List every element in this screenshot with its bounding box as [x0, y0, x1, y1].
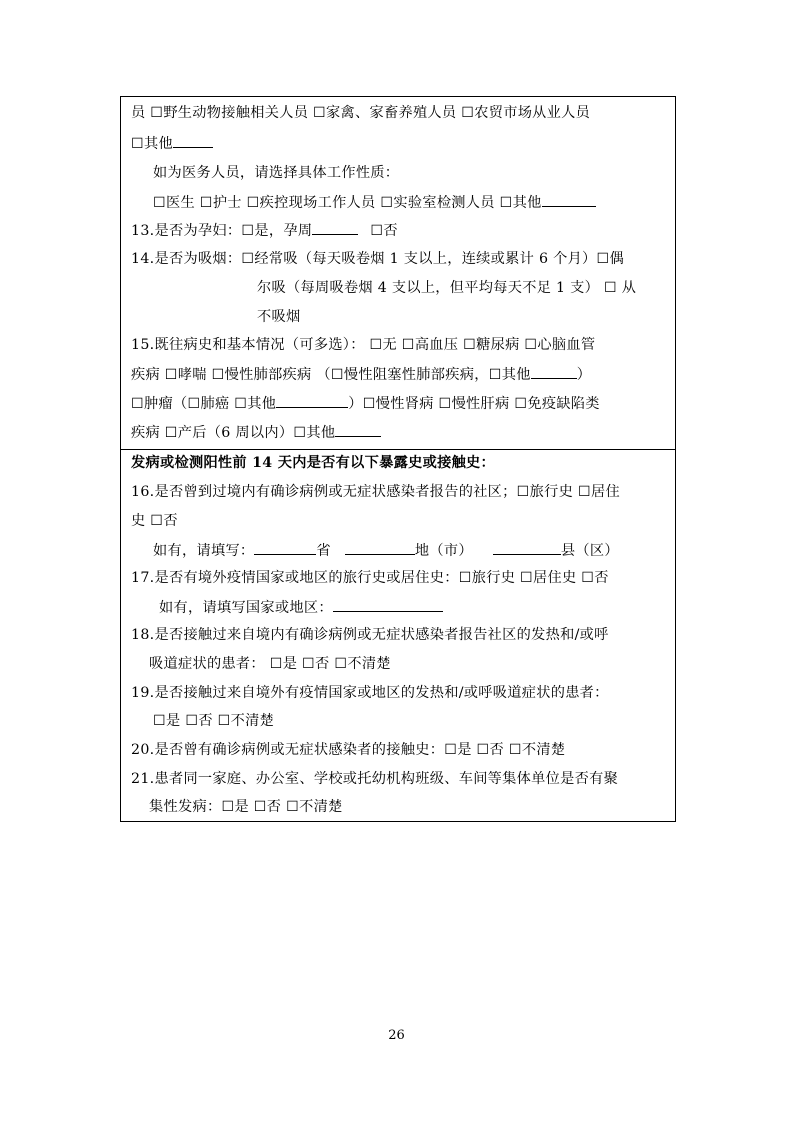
- q16-line2: 史 ☐否: [131, 513, 178, 529]
- q15-lung-other-blank[interactable]: [531, 364, 577, 379]
- q13-line: [131, 220, 398, 241]
- q15-line3-rest: ）☐慢性肾病 ☐慢性肝病 ☐免疫缺陷类: [348, 396, 600, 412]
- medical-options-line: [153, 192, 596, 213]
- page-number: 26: [388, 1028, 405, 1043]
- q14-line2: 尔吸（每周吸卷烟 4 支以上，但平均每天不足 1 支） ☐ 从: [257, 280, 637, 296]
- medical-prompt: 如为医务人员，请选择具体工作性质：: [153, 165, 400, 181]
- q15-line1: 15.既往病史和基本情况（可多选）： ☐无 ☐高血压 ☐糖尿病 ☐心脑血管: [131, 337, 596, 353]
- q19-line2: ☐是 ☐否 ☐不清楚: [153, 713, 275, 729]
- q16-line1: 16.是否曾到过境内有确诊病例或无症状感染者报告的社区；☐旅行史 ☐居住: [131, 484, 620, 500]
- q18-line2: 吸道症状的患者： ☐是 ☐否 ☐不清楚: [149, 656, 391, 672]
- q15-line2-close: ）: [576, 367, 592, 383]
- q17-country-blank[interactable]: [333, 597, 443, 612]
- q13-no-option: ☐否: [370, 223, 398, 239]
- q12-occupation-line: 员 ☐野生动物接触相关人员 ☐家禽、家畜养殖人员 ☐农贸市场从业人员: [131, 105, 591, 121]
- q12-other-line: [131, 133, 213, 154]
- q19-line1: 19.是否接触过来自境外有疫情国家或地区的发热和/或呼吸道症状的患者：: [131, 685, 609, 701]
- section-title: [131, 453, 495, 473]
- q16-fill-prompt: 如有，请填写：: [153, 543, 255, 559]
- q14-line1: 14.是否为吸烟：☐经常吸（每天吸卷烟 1 支以上，连续或累计 6 个月）☐偶: [131, 251, 625, 267]
- q16-county-blank[interactable]: [493, 540, 561, 555]
- q21-line1: 21.患者同一家庭、办公室、学校或托幼机构班级、车间等集体单位是否有聚: [131, 771, 619, 787]
- q16-province-blank[interactable]: [254, 540, 316, 555]
- medical-options: ☐医生 ☐护士 ☐疾控现场工作人员 ☐实验室检测人员 ☐其他: [153, 195, 542, 211]
- q18-line1: 18.是否接触过来自境内有确诊病例或无症状感染者报告社区的发热和/或呼: [131, 627, 609, 643]
- q15-tumor-other-blank[interactable]: [276, 393, 348, 408]
- q17-line1: 17.是否有境外疫情国家或地区的旅行史或居住史：☐旅行史 ☐居住史 ☐否: [131, 570, 609, 586]
- q16-fill-line: [153, 540, 619, 561]
- q16-city-blank[interactable]: [345, 540, 415, 555]
- q15-line3: [131, 393, 600, 414]
- q15-other-blank[interactable]: [335, 422, 381, 437]
- q16-province-label: 省: [316, 543, 331, 559]
- q17-fill-line: [159, 597, 443, 618]
- q16-city-label: 地（市）: [414, 543, 473, 559]
- q12-other-blank[interactable]: [173, 133, 213, 148]
- q13-weeks-blank[interactable]: [312, 220, 358, 235]
- q12-other-label: ☐其他: [131, 136, 173, 152]
- q17-fill-prompt: 如有，请填写国家或地区：: [159, 600, 333, 616]
- q20-line1: 20.是否曾有确诊病例或无症状感染者的接触史：☐是 ☐否 ☐不清楚: [131, 742, 566, 758]
- section-divider: [121, 449, 675, 450]
- q15-line2-text: 疾病 ☐哮喘 ☐慢性肺部疾病 （☐慢性阻塞性肺部疾病，☐其他: [131, 367, 531, 383]
- form-table: [120, 96, 676, 822]
- q15-line3-text: ☐肿瘤（☐肺癌 ☐其他: [131, 396, 277, 412]
- q15-line4-text: 疾病 ☐产后（6 周以内）☐其他: [131, 425, 336, 441]
- q13-text: 13.是否为孕妇：☐是，孕周: [131, 223, 313, 239]
- q14-line3: 不吸烟: [257, 309, 301, 325]
- q15-line4: [131, 422, 381, 443]
- section-title-text: 发病或检测阳性前 14 天内是否有以下暴露史或接触史：: [131, 455, 496, 471]
- q16-county-label: 县（区）: [560, 543, 619, 559]
- q15-line2: [131, 364, 591, 385]
- q21-line2: 集性发病：☐是 ☐否 ☐不清楚: [149, 799, 343, 815]
- medical-other-blank[interactable]: [542, 192, 596, 207]
